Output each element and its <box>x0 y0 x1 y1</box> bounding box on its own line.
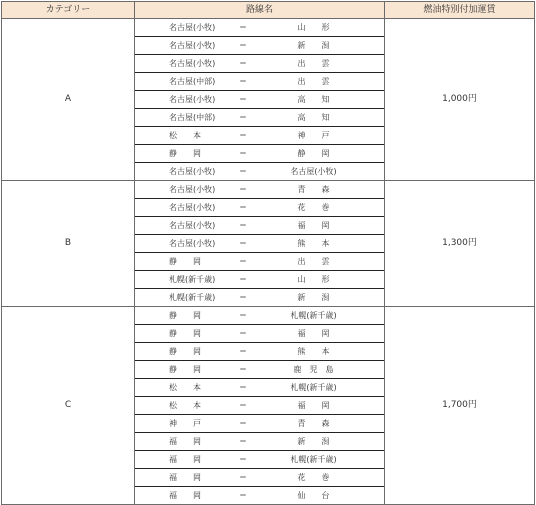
route-from: 福 岡 <box>169 490 201 500</box>
route-from: 名古屋(小牧) <box>169 238 216 248</box>
header-route: 路線名 <box>135 2 385 19</box>
route-item <box>135 379 384 397</box>
route-list <box>135 307 385 505</box>
route-from: 松 本 <box>169 130 201 140</box>
route-from: 名古屋(中部) <box>169 76 216 86</box>
route-from: 名古屋(小牧) <box>169 166 216 176</box>
route-from: 名古屋(小牧) <box>169 40 216 50</box>
route-item <box>135 181 384 199</box>
route-eq: ＝ <box>239 256 247 266</box>
route-from: 福 岡 <box>169 436 201 446</box>
route-item <box>135 127 384 145</box>
route-item <box>135 307 384 325</box>
route-from: 名古屋(小牧) <box>169 184 216 194</box>
route-item <box>135 289 384 306</box>
route-to: 花 巻 <box>297 472 330 482</box>
route-from: 松 本 <box>169 400 201 410</box>
route-to: 静 岡 <box>297 148 330 158</box>
route-item <box>135 361 384 379</box>
route-from: 静 岡 <box>169 148 201 158</box>
route-item <box>135 487 384 504</box>
route-from: 福 岡 <box>169 454 201 464</box>
route-from: 静 岡 <box>169 364 201 374</box>
route-to: 福 岡 <box>297 220 330 230</box>
route-to: 青 森 <box>297 184 330 194</box>
header-category: カテゴリー <box>2 2 135 19</box>
route-to: 福 岡 <box>297 328 330 338</box>
route-to: 出 雲 <box>297 256 330 266</box>
route-eq: ＝ <box>239 238 247 248</box>
route-to: 札幌(新千歳) <box>290 382 337 392</box>
route-to: 神 戸 <box>297 130 330 140</box>
route-eq: ＝ <box>239 364 247 374</box>
route-eq: ＝ <box>239 184 247 194</box>
route-eq: ＝ <box>239 292 247 302</box>
route-eq: ＝ <box>239 436 247 446</box>
route-eq: ＝ <box>239 202 247 212</box>
route-from: 静 岡 <box>169 310 201 320</box>
route-eq: ＝ <box>239 328 247 338</box>
route-eq: ＝ <box>239 58 247 68</box>
route-eq: ＝ <box>239 220 247 230</box>
route-item <box>135 37 384 55</box>
category-row <box>2 19 535 181</box>
route-eq: ＝ <box>239 382 247 392</box>
route-item <box>135 343 384 361</box>
route-from: 静 岡 <box>169 346 201 356</box>
route-eq: ＝ <box>239 148 247 158</box>
header-surcharge: 燃油特別付加運賃 <box>385 2 535 19</box>
route-to: 出 雲 <box>297 76 330 86</box>
fuel-surcharge-table <box>1 1 535 505</box>
route-from: 名古屋(小牧) <box>169 94 216 104</box>
category-row <box>2 307 535 505</box>
route-item <box>135 415 384 433</box>
route-from: 名古屋(中部) <box>169 112 216 122</box>
route-item <box>135 55 384 73</box>
route-item <box>135 163 384 180</box>
route-to: 花 巻 <box>297 202 330 212</box>
route-eq: ＝ <box>239 472 247 482</box>
route-eq: ＝ <box>239 94 247 104</box>
route-to: 山 形 <box>297 22 330 32</box>
route-from: 松 本 <box>169 382 201 392</box>
route-from: 福 岡 <box>169 472 201 482</box>
route-list <box>135 181 385 307</box>
table-body <box>2 19 535 505</box>
route-to: 鹿 児 島 <box>293 364 334 374</box>
route-eq: ＝ <box>239 418 247 428</box>
route-to: 新 潟 <box>297 292 330 302</box>
route-eq: ＝ <box>239 346 247 356</box>
route-from: 札幌(新千歳) <box>169 292 216 302</box>
surcharge-cell: 1,300円 <box>385 181 535 307</box>
route-item <box>135 397 384 415</box>
route-item <box>135 19 384 37</box>
surcharge-cell: 1,700円 <box>385 307 535 505</box>
category-cell: C <box>2 307 135 505</box>
route-eq: ＝ <box>239 166 247 176</box>
route-item <box>135 235 384 253</box>
route-to: 熊 本 <box>297 346 330 356</box>
route-eq: ＝ <box>239 112 247 122</box>
category-cell: A <box>2 19 135 181</box>
route-item <box>135 433 384 451</box>
route-from: 名古屋(小牧) <box>169 58 216 68</box>
route-list <box>135 19 385 181</box>
route-item <box>135 271 384 289</box>
route-from: 神 戸 <box>169 418 201 428</box>
route-from: 名古屋(小牧) <box>169 202 216 212</box>
route-to: 仙 台 <box>297 490 330 500</box>
route-eq: ＝ <box>239 454 247 464</box>
route-from: 静 岡 <box>169 328 201 338</box>
route-to: 名古屋(小牧) <box>290 166 337 176</box>
route-eq: ＝ <box>239 22 247 32</box>
route-to: 熊 本 <box>297 238 330 248</box>
route-from: 札幌(新千歳) <box>169 274 216 284</box>
category-row <box>2 181 535 307</box>
route-item <box>135 469 384 487</box>
route-item <box>135 325 384 343</box>
route-to: 札幌(新千歳) <box>290 454 337 464</box>
route-item <box>135 73 384 91</box>
route-to: 新 潟 <box>297 40 330 50</box>
route-from: 静 岡 <box>169 256 201 266</box>
route-to: 新 潟 <box>297 436 330 446</box>
route-eq: ＝ <box>239 274 247 284</box>
route-item <box>135 145 384 163</box>
route-from: 名古屋(小牧) <box>169 22 216 32</box>
route-item <box>135 109 384 127</box>
route-item <box>135 199 384 217</box>
route-to: 福 岡 <box>297 400 330 410</box>
route-from: 名古屋(小牧) <box>169 220 216 230</box>
route-eq: ＝ <box>239 40 247 50</box>
route-item <box>135 217 384 235</box>
route-to: 札幌(新千歳) <box>290 310 337 320</box>
route-item <box>135 91 384 109</box>
route-eq: ＝ <box>239 490 247 500</box>
route-to: 青 森 <box>297 418 330 428</box>
route-eq: ＝ <box>239 310 247 320</box>
route-to: 山 形 <box>297 274 330 284</box>
route-item <box>135 253 384 271</box>
route-eq: ＝ <box>239 400 247 410</box>
route-eq: ＝ <box>239 130 247 140</box>
route-to: 高 知 <box>297 112 330 122</box>
route-to: 出 雲 <box>297 58 330 68</box>
header-row <box>2 2 535 19</box>
route-item <box>135 451 384 469</box>
category-cell: B <box>2 181 135 307</box>
surcharge-cell: 1,000円 <box>385 19 535 181</box>
route-to: 高 知 <box>297 94 330 104</box>
route-eq: ＝ <box>239 76 247 86</box>
